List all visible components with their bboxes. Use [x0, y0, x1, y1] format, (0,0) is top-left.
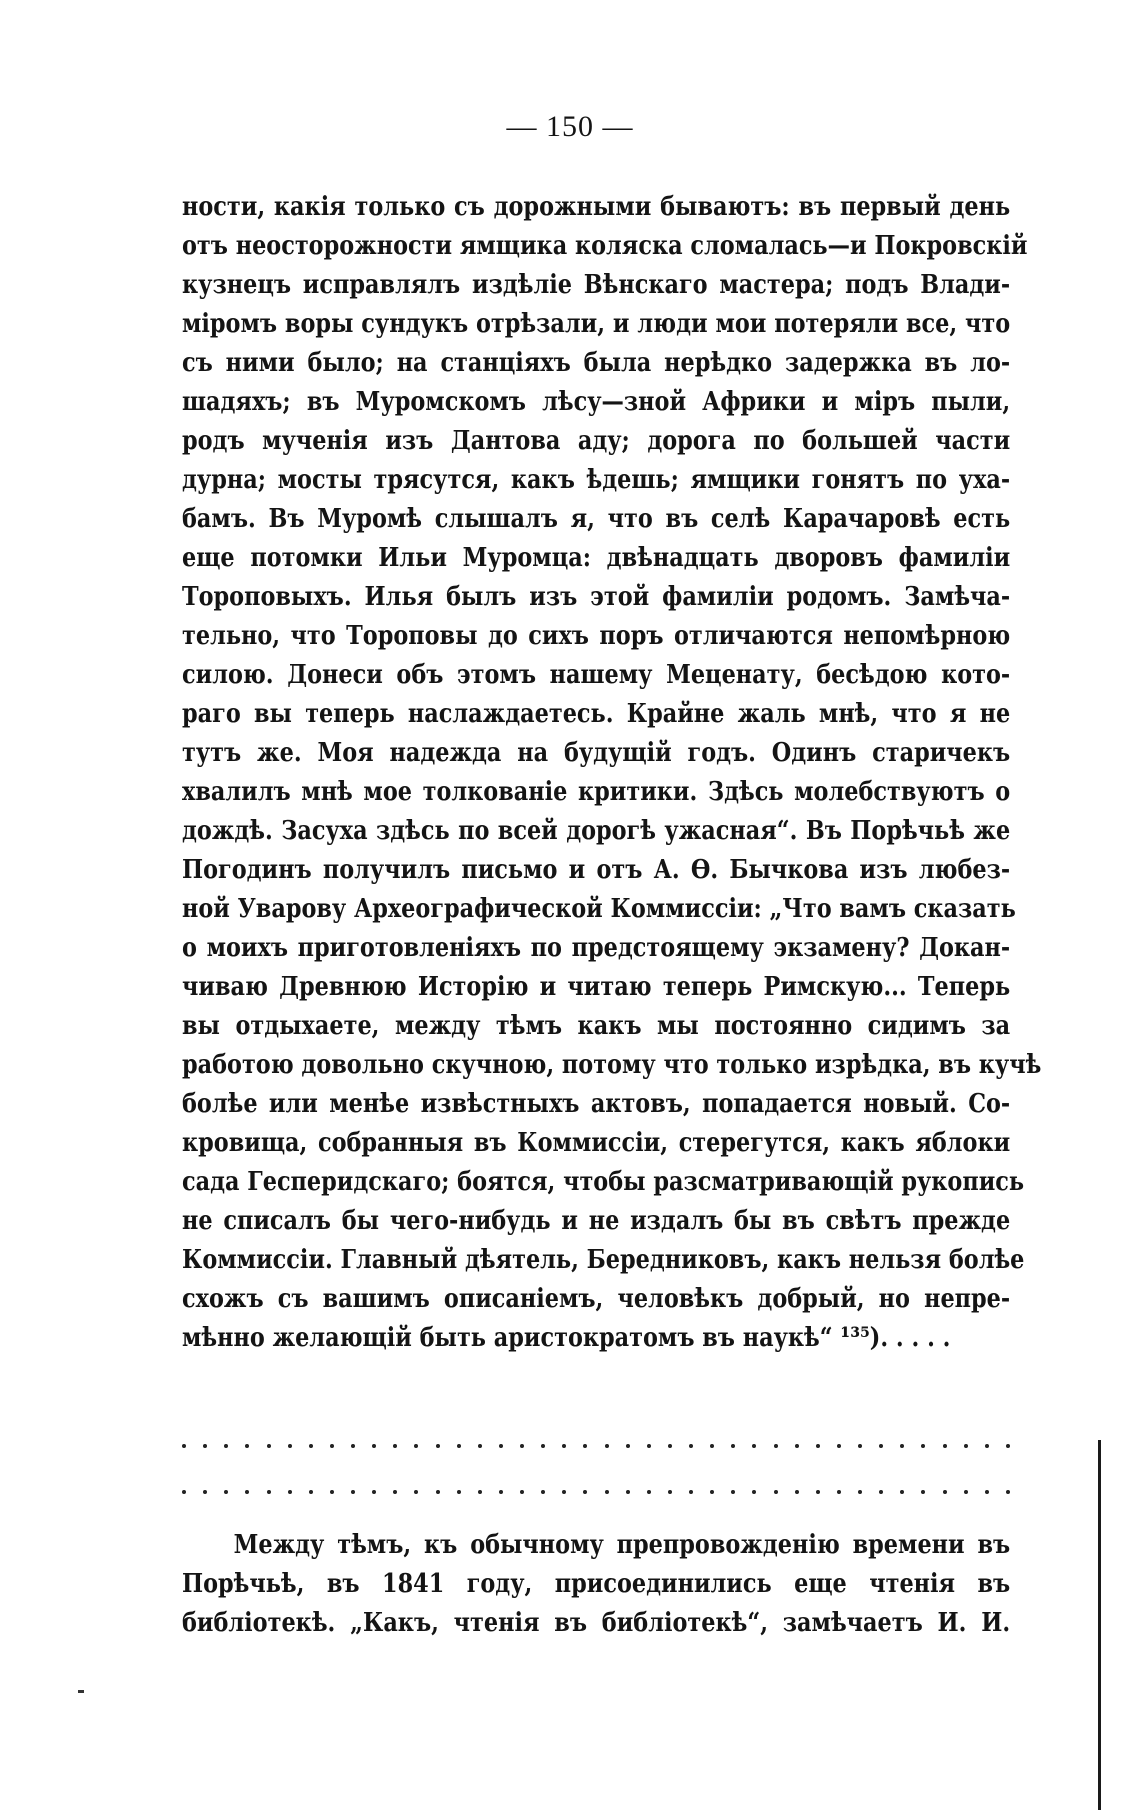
text-line: библіотекѣ. „Какъ, чтенія въ библіотекѣ“, замѣчаетъ И. И.: [182, 1608, 1011, 1638]
text-line: о моихъ приготовленіяхъ по предстоящему экзамену? Докан-: [182, 933, 1011, 963]
page-number: — 150 —: [506, 110, 634, 143]
text-line: Погодинъ получилъ письмо и отъ А. Ѳ. Бычкова изъ любез-: [182, 855, 1011, 885]
text-line: шадяхъ; въ Муромскомъ лѣсу—зной Африки и міръ пыли,: [182, 387, 1011, 417]
page-edge-shadow: [1098, 1440, 1101, 1810]
text-line: хвалилъ мнѣ мое толкованіе критики. Здѣсь молебствуютъ о: [182, 777, 1011, 807]
text-line: дурна; мосты трясутся, какъ ѣдешь; ямщики гонятъ по уха-: [182, 465, 1011, 495]
text-line: съ ними было; на станціяхъ была нерѣдко задержка въ ло-: [182, 348, 1011, 378]
text-line: родъ мученія изъ Дантова аду; дорога по большей части: [182, 426, 1011, 456]
margin-mark: [78, 1690, 84, 1693]
text-line: силою. Донеси объ этомъ нашему Меценату, бесѣдою кото-: [182, 660, 1011, 690]
text-line: работою довольно скучною, потому что только изрѣдка, въ кучѣ: [182, 1050, 1042, 1080]
text-line: отъ неосторожности ямщика коляска сломалась—и Покровскій: [182, 231, 1028, 261]
continuation-paragraph: [182, 1526, 1011, 1643]
text-line: Коммиссіи. Главный дѣятель, Бередниковъ, какъ нельзя болѣе: [182, 1245, 1025, 1275]
text-line: мѣнно желающій быть аристократомъ въ наукѣ“ ¹³⁵). . . . .: [182, 1323, 951, 1353]
text-line: ности, какія только съ дорожными бываютъ: въ первый день: [182, 192, 1011, 222]
text-line: тутъ же. Моя надежда на будущій годъ. Одинъ старичекъ: [182, 738, 1011, 768]
text-line: кузнецъ исправлялъ издѣліе Вѣнскаго мастера; подъ Влади-: [182, 270, 1011, 300]
text-line: бамъ. Въ Муромѣ слышалъ я, что въ селѣ Карачаровѣ есть: [182, 504, 1011, 534]
text-line: міромъ воры сундукъ отрѣзали, и люди мои потеряли все, что: [182, 309, 1011, 339]
text-line: тельно, что Тороповы до сихъ поръ отличаются непомѣрною: [182, 621, 1011, 651]
text-line: вы отдыхаете, между тѣмъ какъ мы постоянно сидимъ за: [182, 1011, 1011, 1041]
text-line: раго вы теперь наслаждаетесь. Крайне жаль мнѣ, что я не: [182, 699, 1011, 729]
text-line: чиваю Древнюю Исторію и читаю теперь Римскую... Теперь: [182, 972, 1011, 1002]
text-line: болѣе или менѣе извѣстныхъ актовъ, попадается новый. Со-: [182, 1089, 1011, 1119]
text-line: схожъ съ вашимъ описаніемъ, человѣкъ добрый, но непре-: [182, 1284, 1011, 1314]
text-line: Тороповыхъ. Илья былъ изъ этой фамиліи родомъ. Замѣча-: [182, 582, 1011, 612]
text-line: сада Гесперидскаго; боятся, чтобы разсматривающій рукопись: [182, 1167, 1025, 1197]
ellipsis-row: [182, 1482, 1010, 1502]
main-text: [182, 188, 1042, 1358]
text-line: кровища, собранныя въ Коммиссіи, стерегутся, какъ яблоки: [182, 1128, 1011, 1158]
text-line: не списалъ бы чего-нибудь и не издалъ бы въ свѣтъ прежде: [182, 1206, 1011, 1236]
text-line: Между тѣмъ, къ обычному препровожденію времени въ: [233, 1530, 1011, 1560]
text-line: Порѣчьѣ, въ 1841 году, присоединились еще чтенія въ: [182, 1569, 1011, 1599]
text-line: ной Уварову Археографической Коммиссіи: „Что вамъ сказать: [182, 894, 1016, 924]
text-line: дождѣ. Засуха здѣсь по всей дорогѣ ужасная“. Въ Порѣчьѣ же: [182, 816, 1011, 846]
ellipsis-row: [182, 1436, 1010, 1456]
text-line: еще потомки Ильи Муромца: двѣнадцать дворовъ фамиліи: [182, 543, 1011, 573]
